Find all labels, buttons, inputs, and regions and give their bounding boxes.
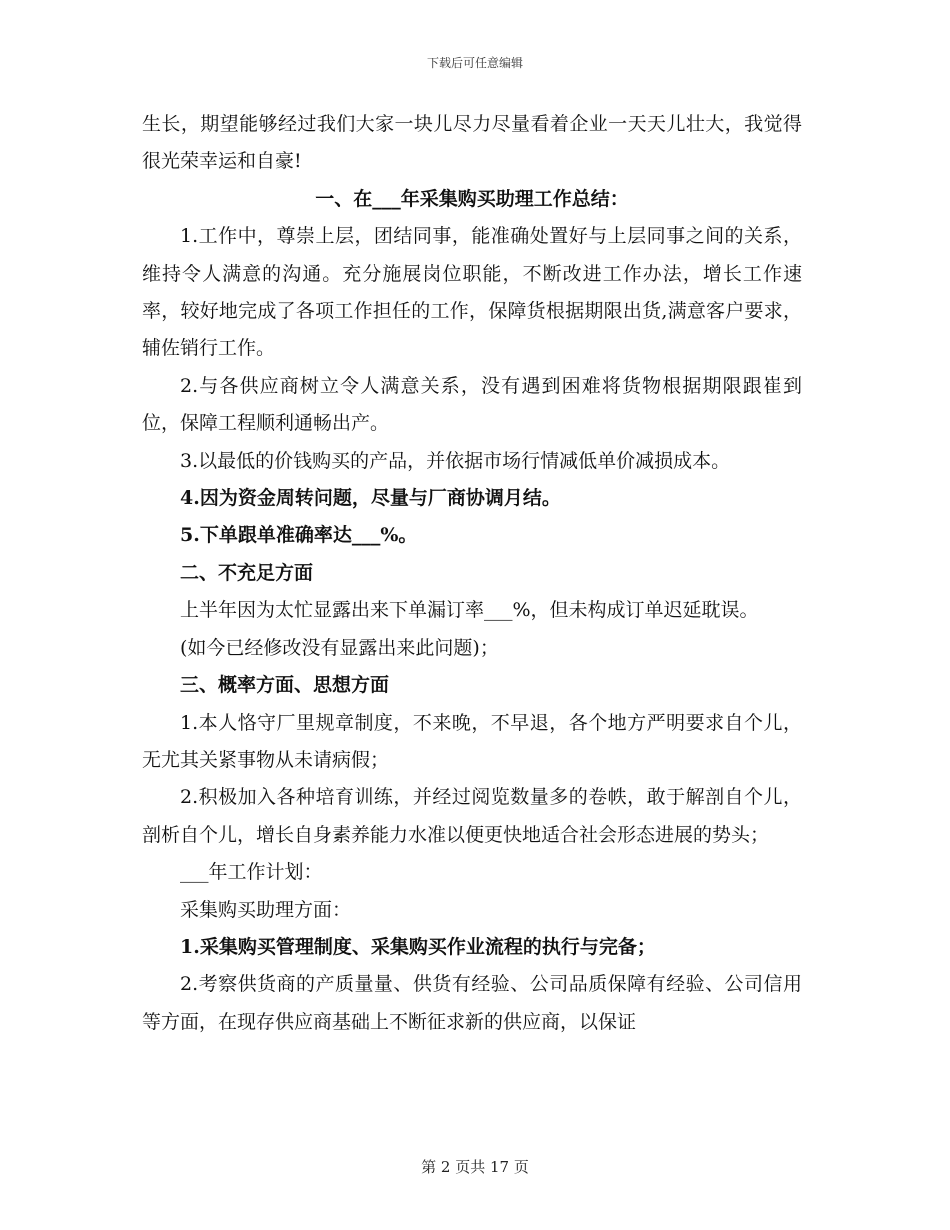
paragraph-item-5: 5.下单跟单准确率达___%。 xyxy=(180,524,418,547)
page-footer: 第 2 页共 17 页 xyxy=(421,1158,529,1176)
paragraph-continuation: 生长，期望能够经过我们大家一块儿尽力尽量看着企业一天天儿壮大，我觉得很光荣幸运和自豪! xyxy=(142,113,802,173)
paragraph-shortcoming: 上半年因为太忙显露出来下单漏订率___%，但未构成订单迟延耽误。 xyxy=(180,599,759,622)
section-heading-summary: 一、在___年采集购买助理工作总结： xyxy=(315,187,629,210)
paragraph-plan-1: 1.采集购买管理制度、采集购买作业流程的执行与完备； xyxy=(180,935,656,958)
paragraph-item-3: 3.以最低的价钱购买的产品，并依据市场行情减低单价减损成本。 xyxy=(180,449,731,472)
paragraph-plan-title: ___年工作计划： xyxy=(180,861,323,884)
paragraph-item-2: 2.与各供应商树立令人满意关系，没有遇到困难将货物根据期限跟崔到位，保障工程顺利通畅出产。 xyxy=(142,374,802,435)
paragraph-thinking-1: 1.本人恪守厂里规章制度，不来晚，不早退，各个地方严明要求自个儿，无尤其关紧事物从未请病假； xyxy=(142,711,802,771)
section-heading-thinking: 三、概率方面、思想方面 xyxy=(180,674,390,697)
paragraph-shortcoming-note: (如今已经修改没有显露出来此问题)； xyxy=(180,636,499,659)
paragraph-plan-2: 2.考察供货商的产质量量、供货有经验、公司品质保障有经验、公司信用等方面，在现存供应商基础上不断征求新的供应商，以保证 xyxy=(142,973,802,1033)
page-header: 下载后可任意编辑 xyxy=(426,56,523,70)
paragraph-plan-subtitle: 采集购买助理方面： xyxy=(180,898,352,921)
section-heading-shortcomings: 二、不充足方面 xyxy=(180,561,314,584)
paragraph-item-1: 1.工作中，尊崇上层，团结同事，能准确处置好与上层同事之间的关系，维持令人满意的沟通。充分施展岗位职能，不断改进工作办法，增长工作速率，较好地完成了各项工作担任的工作，保障货根据期限出货,满意客户要求，辅佐销行工作。 xyxy=(142,225,802,360)
paragraph-item-4: 4.因为资金周转问题，尽量与厂商协调月结。 xyxy=(180,487,561,510)
document-body xyxy=(142,106,802,1041)
paragraph-thinking-2: 2.积极加入各种培育训练，并经过阅览数量多的卷帙，敢于解剖自个儿，剖析自个儿，增长自身素养能力水准以便更快地适合社会形态进展的势头； xyxy=(142,786,802,846)
